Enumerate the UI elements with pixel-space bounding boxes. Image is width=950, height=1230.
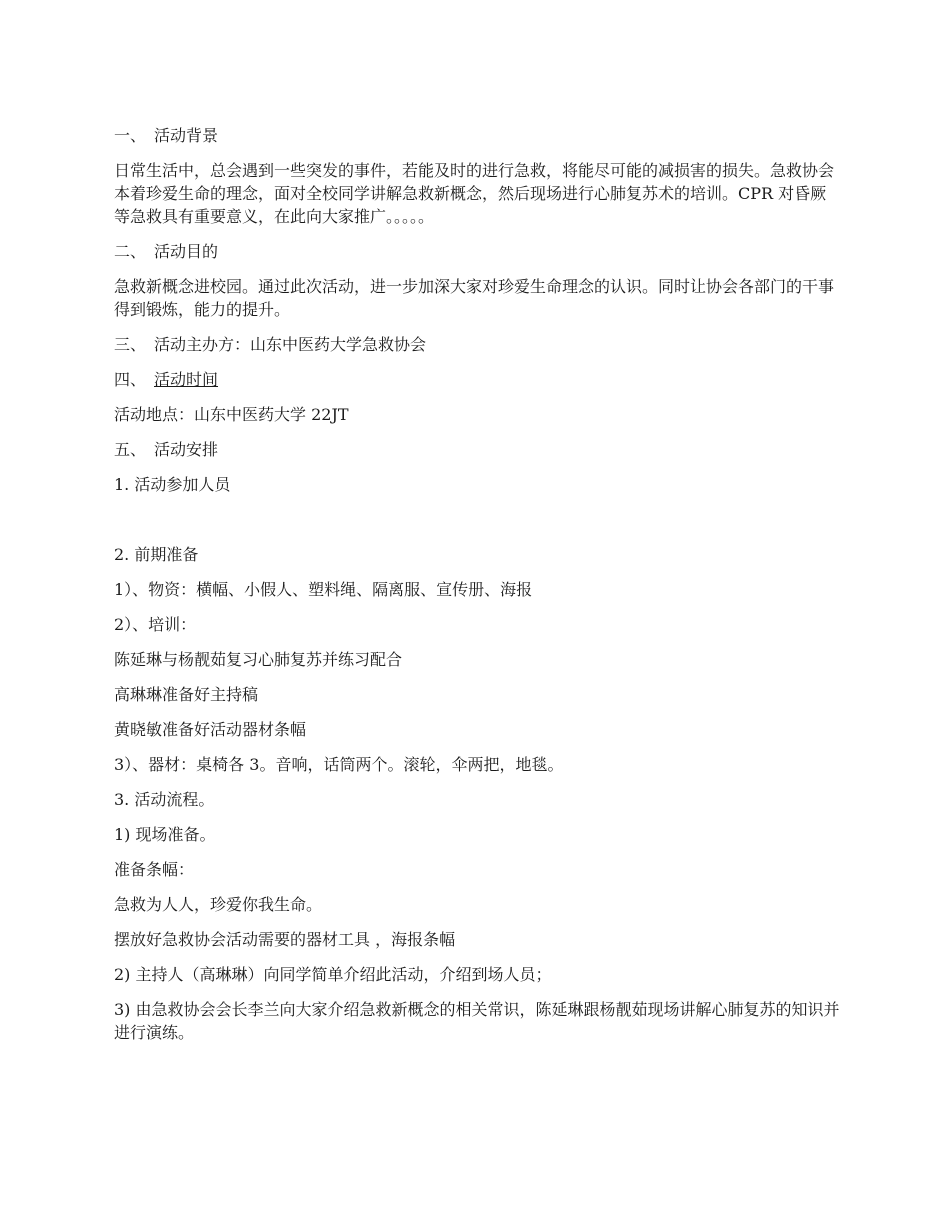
document-body (114, 124, 840, 1056)
section-number: 四、 (114, 370, 147, 389)
section-heading-background (114, 124, 840, 147)
section-number: 一、 (114, 126, 147, 145)
training-line: 黄晓敏准备好活动器材条幅 (114, 720, 307, 739)
section-title: 活动背景 (154, 126, 219, 145)
background-paragraph: 日常生活中，总会遇到一些突发的事件，若能及时的进行急救，将能尽可能的减损害的损失。急救协会本着珍爱生命的理念，面对全校同学讲解急救新概念，然后现场进行心肺复苏术的培训。CPR 对昏厥等急救具有重要意义，在此向大家推广。。。。。 (114, 161, 835, 226)
setup-line: 摆放好急救协会活动需要的器材工具 ，海报条幅 (114, 930, 456, 949)
section-heading-organizer (114, 333, 840, 356)
section-title: 活动目的 (154, 242, 219, 261)
section-title: 活动时间 (154, 370, 219, 389)
list-item: 1. 活动参加人员 (114, 475, 231, 494)
banner-label: 准备条幅： (114, 860, 195, 879)
training-line: 高琳琳准备好主持稿 (114, 685, 259, 704)
purpose-paragraph: 急救新概念进校园。通过此次活动，进一步加深大家对珍爱生命理念的认识。同时让协会各部门的干事得到锻炼，能力的提升。 (114, 277, 835, 319)
flow-step: 1) 现场准备。 (114, 825, 216, 844)
flow-step: 2) 主持人（高琳琳）向同学简单介绍此活动，介绍到场人员； (114, 965, 552, 984)
flow-step: 3) 由急救协会会长李兰向大家介绍急救新概念的相关常识，陈延琳跟杨靓茹现场讲解心肺复苏的知识并进行演练。 (114, 1000, 840, 1042)
section-number: 三、 (114, 335, 147, 354)
list-item: 2. 前期准备 (114, 545, 199, 564)
list-item: 1）、物资：横幅、小假人、塑料绳、隔离服、宣传册、海报 (114, 580, 533, 599)
training-line: 陈延琳与杨靓茹复习心肺复苏并练习配合 (114, 650, 403, 669)
section-heading-arrangement (114, 438, 840, 461)
list-item: 3）、器材：桌椅各 3。音响，话筒两个。滚轮，伞两把，地毯。 (114, 755, 564, 774)
location-line: 活动地点：山东中医药大学 22JT (114, 405, 349, 424)
section-heading-time (114, 368, 840, 391)
section-number: 五、 (114, 440, 147, 459)
section-title: 活动主办方：山东中医药大学急救协会 (154, 335, 427, 354)
section-title: 活动安排 (154, 440, 219, 459)
list-item: 3. 活动流程。 (114, 790, 215, 809)
blank-space (114, 508, 840, 543)
section-heading-purpose (114, 240, 840, 263)
banner-text: 急救为人人，珍爱你我生命。 (114, 895, 323, 914)
list-item: 2）、培训： (114, 615, 197, 634)
section-number: 二、 (114, 242, 147, 261)
